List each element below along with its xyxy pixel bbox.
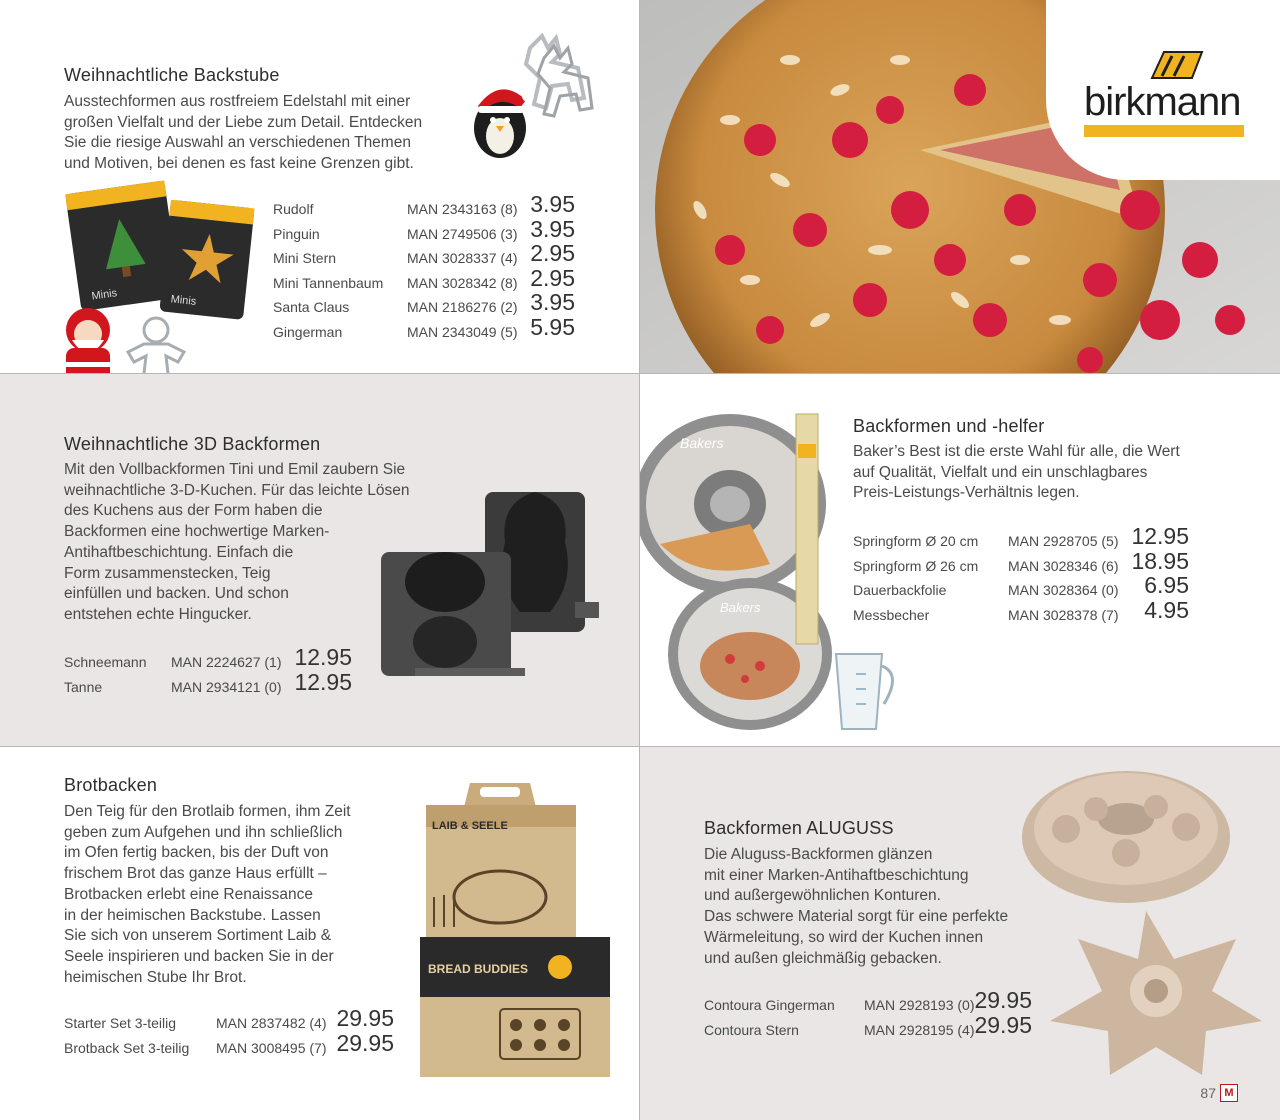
product-price: 2.95 xyxy=(530,264,575,291)
product-price: 5.95 xyxy=(530,313,575,340)
section-backformen-3d xyxy=(0,374,639,746)
logo-text: birkmann xyxy=(1084,80,1241,124)
product-price: 6.95 xyxy=(1144,572,1189,598)
product-name: Starter Set 3-teilig xyxy=(64,1015,177,1031)
hero-photo xyxy=(640,0,1280,373)
product-name: Santa Claus xyxy=(273,299,350,315)
product-name: Mini Tannenbaum xyxy=(273,274,384,291)
section-text: Die Aluguss-Backformen glänzen mit einer Marken-Antihaftbeschichtung und außergewöhnlichen Konturen. Das schwere Material sorgt für eine perfekte Wärmeleitung, so wird der Kuchen innen und außen gleichmäßig gebacken. xyxy=(704,846,1009,967)
product-price: 29.95 xyxy=(974,1011,1032,1038)
product-price: 3.95 xyxy=(530,289,575,315)
product-name: Schneemann xyxy=(64,654,147,670)
product-price: 29.95 xyxy=(974,987,1032,1013)
section-text: Ausstechformen aus rostfreiem Edelstahl mit einer großen Vielfalt und der Liebe zum Detail. Entdecken Sie die riesige Auswahl an verschiedenen Themen und Motiven, bei denen es fast keine Grenzen gibt. xyxy=(64,93,423,173)
product-name: Contoura Stern xyxy=(704,1021,799,1038)
product-price: 3.95 xyxy=(530,191,575,217)
product-price: 29.95 xyxy=(336,1005,394,1031)
product-code: MAN 3028378 (7) xyxy=(1008,606,1119,623)
section-aluguss xyxy=(640,747,1280,1120)
product-code: MAN 2837482 (4) xyxy=(216,1015,327,1031)
product-price: 4.95 xyxy=(1144,596,1189,623)
product-code: MAN 2928193 (0) xyxy=(864,997,975,1013)
cookie-packs-image xyxy=(44,180,264,373)
section-backformen-helfer xyxy=(640,374,1280,746)
product-name: Springform Ø 26 cm xyxy=(853,557,979,574)
product-name: Messbecher xyxy=(853,606,930,623)
product-code: MAN 3028364 (0) xyxy=(1008,582,1119,598)
cookie-cutters-image xyxy=(460,28,600,168)
section-text: Baker’s Best ist die erste Wahl für alle, die Wert auf Qualität, Vielfalt und ein unschlagbares Preis-Leistungs-Verhältnis legen. xyxy=(853,443,1180,502)
divider-vertical xyxy=(639,0,640,1120)
product-row xyxy=(853,547,1193,579)
price-list xyxy=(64,644,364,699)
price-list xyxy=(853,523,1193,627)
product-row xyxy=(853,572,1193,603)
price-list xyxy=(704,987,1044,1042)
svg-text:LAIB & SEELE: LAIB & SEELE xyxy=(432,820,508,832)
product-price: 18.95 xyxy=(1131,547,1189,574)
section-text: Mit den Vollbackformen Tini und Emil zaubern Sie weihnachtliche 3-D-Kuchen. Für das leichte Lösen des Kuchens aus der Form haben die Backformen eine hochwertige Marken- Antihaftbeschichtung. Einfach die Form zusammenstecken, Teig einfüllen und backen. Und schon entstehen echte Hingucker. xyxy=(64,461,410,623)
section-text: Den Teig für den Brotlaib formen, ihm Zeit geben zum Aufgehen und ihn schließlich im Ofen fertig backen, bis der Duft von frischem Brot das ganze Haus erfüllt – Brotbacken erlebt eine Renaissance in der heimischen Backstube. Lassen Sie sich von unserem Sortiment Laib & Seele inspirieren und backen Sie in der heimischen Stube Ihr Brot. xyxy=(64,803,351,986)
section-title: Brotbacken xyxy=(64,775,158,795)
section-title: Weihnachtliche Backstube xyxy=(64,65,280,85)
product-name: Pinguin xyxy=(273,225,320,242)
page-footer xyxy=(1200,1084,1238,1102)
price-list xyxy=(273,191,583,344)
product-price: 12.95 xyxy=(294,668,352,695)
svg-text:Bakers: Bakers xyxy=(680,435,724,451)
product-row xyxy=(273,313,583,345)
product-row xyxy=(64,668,364,700)
bread-boxes-image xyxy=(410,777,630,1097)
section-title: Backformen ALUGUSS xyxy=(704,818,894,838)
section-title: Weihnachtliche 3D Backformen xyxy=(64,434,321,454)
logo-mark-icon xyxy=(1146,46,1206,82)
product-name: Gingerman xyxy=(273,323,343,340)
section-title: Backformen und -helfer xyxy=(853,416,1045,436)
svg-text:Minis: Minis xyxy=(90,287,118,303)
product-price: 12.95 xyxy=(294,644,352,670)
product-name: Brotback Set 3-teilig xyxy=(64,1039,190,1056)
product-code: MAN 2186276 (2) xyxy=(407,299,518,315)
product-code: MAN 3008495 (7) xyxy=(216,1039,327,1056)
store-logo-icon: M xyxy=(1220,1084,1238,1102)
svg-text:BREAD BUDDIES: BREAD BUDDIES xyxy=(428,962,529,976)
product-name: Mini Stern xyxy=(273,250,337,266)
product-row xyxy=(853,596,1193,628)
divider-horizontal xyxy=(0,373,1280,374)
product-code: MAN 2928195 (4) xyxy=(864,1021,975,1038)
product-code: MAN 2934121 (0) xyxy=(171,678,282,695)
section-brotbacken xyxy=(0,747,639,1120)
section-backstube xyxy=(0,0,639,373)
product-name: Springform Ø 20 cm xyxy=(853,533,979,549)
price-list xyxy=(64,1005,404,1060)
product-code: MAN 2224627 (1) xyxy=(171,654,282,670)
product-code: MAN 3028337 (4) xyxy=(407,250,518,266)
logo-bar xyxy=(1084,125,1244,137)
svg-text:Bakers: Bakers xyxy=(720,600,761,615)
product-code: MAN 3028342 (8) xyxy=(407,274,518,291)
product-price: 12.95 xyxy=(1131,523,1189,549)
product-row xyxy=(64,1029,404,1061)
divider-horizontal xyxy=(0,746,1280,747)
product-code: MAN 2343049 (5) xyxy=(407,323,518,340)
product-name: Tanne xyxy=(64,678,103,695)
product-price: 2.95 xyxy=(530,240,575,266)
product-code: MAN 2749506 (3) xyxy=(407,225,518,242)
page-number: 87 xyxy=(1200,1085,1216,1101)
product-row xyxy=(704,1011,1044,1043)
product-price: 3.95 xyxy=(530,215,575,242)
product-name: Rudolf xyxy=(273,201,314,217)
svg-text:Minis: Minis xyxy=(170,293,197,308)
3d-molds-image xyxy=(375,482,605,682)
product-code: MAN 2343163 (8) xyxy=(407,201,518,217)
product-code: MAN 2928705 (5) xyxy=(1008,533,1119,549)
product-code: MAN 3028346 (6) xyxy=(1008,557,1119,574)
product-name: Contoura Gingerman xyxy=(704,997,835,1013)
birkmann-logo xyxy=(1046,0,1280,180)
product-price: 29.95 xyxy=(336,1029,394,1056)
product-name: Dauerbackfolie xyxy=(853,582,947,598)
